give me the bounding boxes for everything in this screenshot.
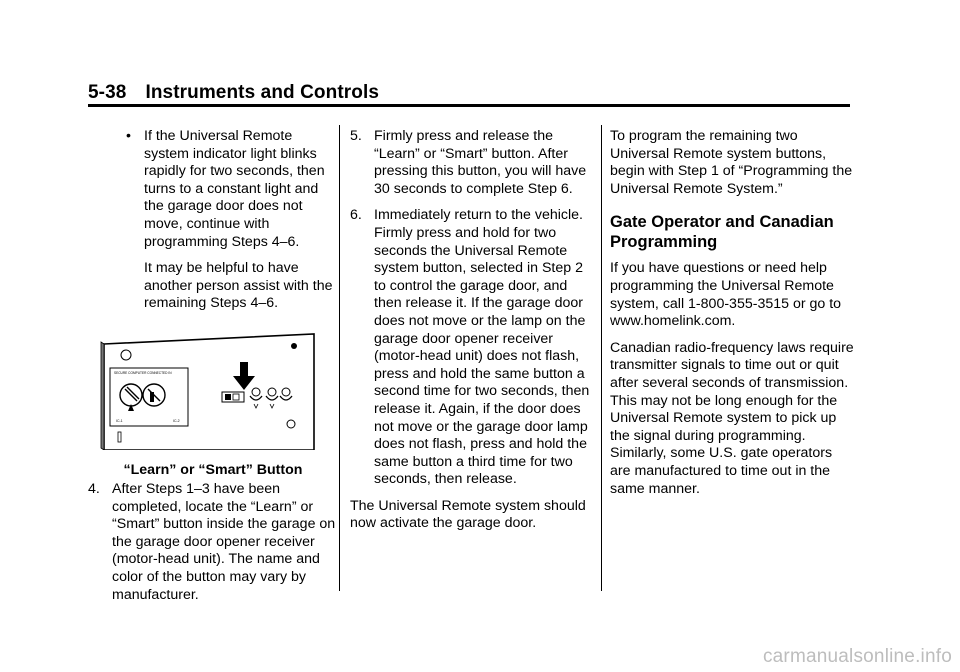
step-4-block <box>88 481 338 604</box>
step-5 <box>350 128 592 198</box>
header-rule <box>88 104 850 107</box>
figure-label-small1: IC-1 <box>116 418 123 423</box>
step-5-number: 5. <box>350 128 362 144</box>
bullet-text: If the Universal Remote system indicator light blinks rapidly for two seconds, then turns to a constant light and the garage door does not move, continue with programming Steps 4–6. <box>144 128 325 250</box>
figure-label-left: SECURE COMPUTER CONNECTED IN <box>114 370 172 375</box>
garage-opener-illustration <box>98 332 320 450</box>
step-4-num: 4. <box>88 481 100 497</box>
closing-paragraph: The Universal Remote system should now activate the garage door. <box>350 497 586 532</box>
step-6 <box>350 207 592 489</box>
canadian-paragraph: Canadian radio-frequency laws require transmitter signals to time out or quit after several seconds of transmission. This may not be long enough for the Universal Remote system to pick up the signal during programming. Similarly, some U.S. gate operators are manufactured to time out in the same manner. <box>610 339 854 497</box>
column-divider-1 <box>339 125 340 591</box>
step-6-text: Immediately return to the vehicle. Firmly press and hold for two seconds the Universal Remote system button, selected in Step 2 to control the garage door, and then release it. If the garage door does not move or the lamp on the garage door opener receiver (motor-head unit) does not flash, press and hold the same button a second time for two seconds, then release it. Again, if the door does not move or the garage door lamp does not flash, press and hold the same button a third time for two seconds, then release. <box>374 207 590 488</box>
step-5-text: Firmly press and release the “Learn” or “Smart” button. After pressing this button, you will have 30 seconds to complete Step 6. <box>374 128 587 197</box>
step-4-text: After Steps 1–3 have been completed, locate the “Learn” or “Smart” button inside the garage on the garage door opener receiver (motor-head unit). The name and color of the button may vary by manufacturer. <box>112 481 336 603</box>
column-divider-2 <box>601 125 602 591</box>
intro-paragraph: To program the remaining two Universal Remote system buttons, begin with Step 1 of “Programming the Universal Remote System.” <box>610 128 853 197</box>
section-title: Instruments and Controls <box>145 82 380 103</box>
page-number: 5-38 <box>88 82 127 103</box>
garage-opener-figure <box>98 332 320 450</box>
figure-caption: “Learn” or “Smart” Button <box>123 461 303 478</box>
bullet-subtext: It may be helpful to have another person assist with the remaining Steps 4–6. <box>144 260 333 312</box>
column-2 <box>350 128 592 533</box>
section-heading: Gate Operator and Canadian Programming <box>610 213 834 252</box>
figure-label-small2: IC-2 <box>173 418 180 423</box>
step-6-number: 6. <box>350 207 362 224</box>
page-header <box>88 82 379 104</box>
help-paragraph: If you have questions or need help programming the Universal Remote system, call 1-800-355-3515 or go to www.homelink.com. <box>610 260 842 330</box>
column-3 <box>610 128 855 498</box>
watermark: carmanualsonline.info <box>762 646 952 667</box>
bullet-dot: • <box>126 128 131 144</box>
column-1 <box>88 128 338 480</box>
bullet-item <box>88 128 338 251</box>
